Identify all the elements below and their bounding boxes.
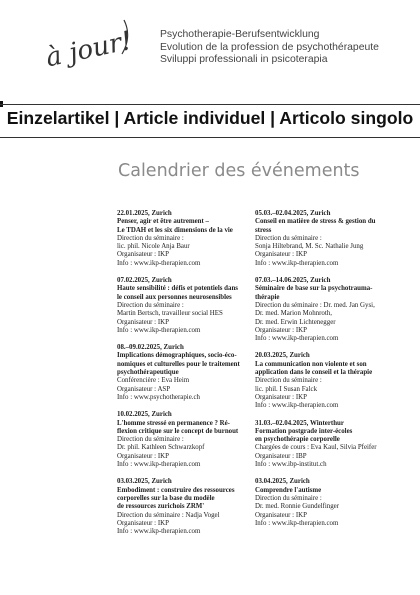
event-detail: Direction du séminaire : — [117, 436, 184, 444]
event-entry — [117, 344, 251, 402]
event-title: Penser, agir et être autrement – — [117, 218, 209, 226]
event-title: Implications démographiques, socio-éco- — [117, 352, 237, 360]
event-detail: Info : www.ikp-therapien.com — [255, 519, 339, 527]
event-date-location: 08.–09.02.2025, Zurich — [117, 344, 184, 352]
event-detail: Dr. med. Erwin Lichtenegger — [255, 318, 336, 326]
event-title: psychothérapeutique — [117, 369, 179, 377]
event-detail: Info : www.ikp-therapien.com — [117, 259, 201, 267]
event-detail: lic. phil. Nicole Anja Baur — [117, 243, 190, 251]
article-type-banner: Einzelartikel | Article individuel | Articolo singolo — [6, 108, 414, 128]
event-detail: Info : www.ikp-therapien.com — [255, 402, 339, 410]
event-entry — [255, 352, 395, 410]
logo-script-graphic — [38, 14, 148, 76]
event-entry — [117, 277, 251, 335]
event-detail: Chargées de cours : Eva Kaul, Silvia Pfeifer — [255, 444, 377, 452]
event-detail: Direction du séminaire : Nadja Vogel — [117, 511, 220, 519]
event-date-location: 20.03.2025, Zurich — [255, 352, 310, 360]
event-detail: Direction du séminaire : — [255, 494, 322, 502]
event-title: Conseil en matière de stress & gestion du — [255, 218, 376, 226]
events-column-right — [255, 210, 395, 537]
tagline-de: Psychotherapie-Berufsentwicklung — [160, 29, 320, 40]
event-detail: Organisateur : IKP — [255, 251, 307, 259]
event-date-location: 07.03.–14.06.2025, Zurich — [255, 277, 331, 285]
event-detail: Organisateur : IKP — [255, 511, 307, 519]
section-title: Calendrier des événements — [118, 160, 360, 181]
event-detail: Organisateur : IKP — [117, 452, 169, 460]
event-entry — [117, 478, 251, 536]
events-column-left — [117, 210, 251, 545]
event-date-location: 03.03.2025, Zurich — [117, 478, 172, 486]
event-entry — [117, 210, 251, 268]
event-detail: Organisateur : IKP — [117, 318, 169, 326]
event-detail: Organisateur : IKP — [255, 393, 307, 401]
event-detail: Direction du séminaire : — [117, 301, 184, 309]
event-detail: Info : www.psychotherapie.ch — [117, 393, 200, 401]
event-detail: Direction du séminaire : — [255, 234, 322, 242]
event-entry — [255, 277, 395, 343]
event-detail: Martin Bertsch, travailleur social HES — [117, 310, 223, 318]
event-detail: Direction du séminaire : — [117, 234, 184, 242]
event-title: nomiques et culturelles pour le traitement — [117, 360, 240, 368]
event-detail: Organisateur : IKP — [117, 519, 169, 527]
event-title: le conseil aux personnes neurosensibles — [117, 293, 232, 301]
event-title: thérapie — [255, 293, 280, 301]
top-divider — [0, 104, 420, 105]
event-detail: Dr. med. Marion Mohnroth, — [255, 310, 332, 318]
event-entry — [255, 210, 395, 268]
event-date-location: 03.04.2025, Zurich — [255, 478, 310, 486]
event-detail: Sonja Hiltebrand, M. Sc. Nathalie Jung — [255, 243, 364, 251]
tagline-it: Sviluppi professionali in psicoterapia — [160, 54, 328, 66]
page-header — [0, 0, 420, 98]
event-detail: Organisateur : IKP — [117, 251, 169, 259]
event-detail: Info : www.ikp-therapien.com — [117, 461, 201, 469]
event-title: corporelles sur la base du modèle — [117, 494, 215, 502]
event-entry — [117, 411, 251, 469]
event-title: Haute sensibilité : défis et potentiels dans — [117, 285, 238, 293]
tagline-fr: Evolution de la profession de psychothérapeute — [160, 41, 379, 53]
event-detail: Info : www.ikp-therapien.com — [117, 528, 201, 536]
event-title: flexion critique sur le concept de burnout — [117, 427, 239, 435]
event-title: Embodiment : construire des ressources — [117, 486, 235, 494]
event-title: Comprendre l'autisme — [255, 486, 322, 494]
event-date-location: 22.01.2025, Zurich — [117, 210, 172, 217]
event-date-location: 31.03.–02.04.2025, Winterthur — [255, 419, 344, 427]
event-title: Séminaire de base sur la psychotrauma- — [255, 285, 373, 293]
event-title: application dans le conseil et la thérapie — [255, 369, 373, 377]
event-title: stress — [255, 226, 272, 234]
event-detail: lic. phil. I Susan Falck — [255, 385, 318, 393]
event-date-location: 05.03.–02.04.2025, Zurich — [255, 210, 331, 217]
event-detail: Organisateur : IBP — [255, 452, 307, 460]
event-date-location: 10.02.2025, Zurich — [117, 411, 172, 419]
event-detail: Dr. phil. Kathleen Schwarzkopf — [117, 444, 205, 452]
event-entry — [255, 478, 395, 528]
event-detail: Info : www.ikp-therapien.com — [255, 335, 339, 343]
event-title: La communication non violente et son — [255, 360, 367, 368]
event-date-location: 07.02.2025, Zurich — [117, 277, 172, 285]
tagline — [160, 29, 379, 67]
event-detail: Conférencière : Eva Heim — [117, 377, 190, 385]
event-detail: Dr. med. Ronnie Gundelfinger — [255, 503, 340, 511]
event-detail: Direction du séminaire : — [255, 377, 322, 385]
event-title: en psychothérapie corporelle — [255, 436, 340, 444]
event-title: L'homme stressé en permanence ? Ré- — [117, 419, 230, 427]
bottom-divider — [0, 137, 420, 138]
event-title: Formation postgrade inter-écoles — [255, 427, 353, 435]
event-detail: Organisateur : IKP — [255, 326, 307, 334]
event-detail: Info : www.ibp-institut.ch — [255, 461, 327, 469]
event-detail: Direction du séminaire : Dr. med. Jan Gysi, — [255, 301, 375, 309]
event-detail: Organisateur : ASP — [117, 385, 171, 393]
event-detail: Info : www.ikp-therapien.com — [117, 326, 201, 334]
event-detail: Info : www.ikp-therapien.com — [255, 259, 339, 267]
svg-text:à jour!: à jour! — [43, 25, 135, 74]
event-title: de ressources zurichois ZRM' — [117, 503, 205, 511]
event-title: Le TDAH et les six dimensions de la vie — [117, 226, 233, 234]
a-jour-logo — [38, 14, 148, 76]
event-entry — [255, 420, 395, 470]
